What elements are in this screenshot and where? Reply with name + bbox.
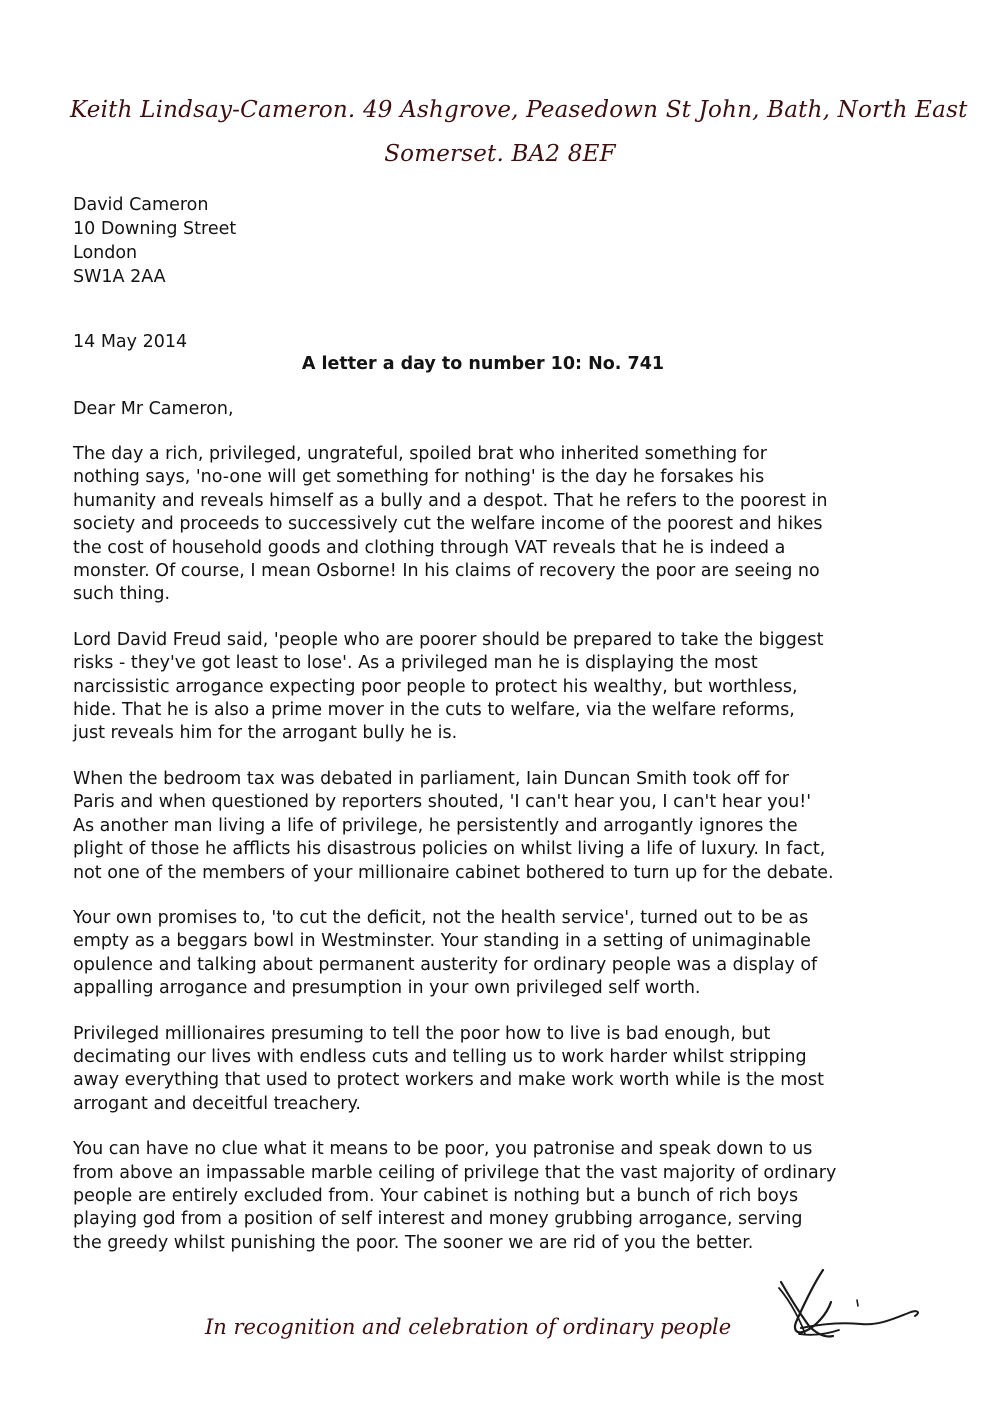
paragraph-line: society and proceeds to successively cut the welfare income of the poorest and hikes	[73, 514, 823, 535]
paragraph-line: just reveals him for the arrogant bully he is.	[73, 723, 458, 744]
paragraph-line: risks - they've got least to lose'. As a privileged man he is displaying the most	[73, 653, 758, 674]
paragraph-line: When the bedroom tax was debated in parliament, Iain Duncan Smith took off for	[73, 768, 789, 789]
paragraph-line: from above an impassable marble ceiling of privilege that the vast majority of ordinary	[73, 1162, 837, 1183]
paragraph-line: humanity and reveals himself as a bully and a despot. That he refers to the poorest in	[73, 490, 828, 511]
letter-subject: A letter a day to number 10: No. 741	[301, 354, 665, 374]
footer-motto: In recognition and celebration of ordinary people	[205, 1315, 732, 1339]
paragraph-line: opulence and talking about permanent austerity for ordinary people was a display of	[73, 954, 818, 975]
letter-date: 14 May 2014	[73, 332, 188, 352]
paragraph-line: away everything that used to protect workers and make work worth while is the most	[73, 1070, 824, 1091]
recipient-name: David Cameron	[73, 195, 209, 215]
paragraph-line: The day a rich, privileged, ungrateful, spoiled brat who inherited something for	[73, 444, 767, 464]
paragraph-line: arrogant and deceitful treachery.	[73, 1093, 361, 1114]
paragraph-line: empty as a beggars bowl in Westminster. Your standing in a setting of unimaginable	[73, 931, 811, 952]
letterhead	[70, 88, 968, 176]
paragraph-line: plight of those he afflicts his disastrous policies on whilst living a life of luxury. In fact,	[73, 839, 826, 860]
paragraph	[73, 1138, 933, 1255]
paragraph	[73, 907, 933, 1001]
paragraph	[73, 443, 933, 607]
recipient-postcode: SW1A 2AA	[73, 267, 166, 287]
paragraph-line: Your own promises to, 'to cut the deficit, not the health service', turned out to be as	[73, 907, 809, 928]
letterhead-line-1: Keith Lindsay-Cameron. 49 Ashgrove, Peasedown St John, Bath, North East	[70, 97, 968, 123]
paragraph-line: such thing.	[73, 584, 171, 605]
paragraph-line: decimating our lives with endless cuts and telling us to work harder whilst stripping	[73, 1046, 807, 1067]
paragraph-line: narcissistic arrogance expecting poor people to protect his wealthy, but worthless,	[73, 676, 798, 697]
letter-body	[73, 443, 933, 1277]
paragraph-line: Lord David Freud said, 'people who are poorer should be prepared to take the biggest	[73, 629, 824, 650]
paragraph-line: people are entirely excluded from. Your cabinet is nothing but a bunch of rich boys	[73, 1185, 799, 1206]
paragraph-line: hide. That he is also a prime mover in the cuts to welfare, via the welfare reforms,	[73, 700, 795, 721]
recipient-street: 10 Downing Street	[73, 219, 237, 239]
paragraph	[73, 629, 933, 746]
signature	[775, 1262, 925, 1352]
paragraph-line: As another man living a life of privilege, he persistently and arrogantly ignores the	[73, 815, 798, 836]
paragraph	[73, 768, 933, 885]
paragraph-line: the cost of household goods and clothing through VAT reveals that he is indeed a	[73, 537, 786, 558]
paragraph-line: Paris and when questioned by reporters shouted, 'I can't hear you, I can't hear you!'	[73, 792, 812, 813]
paragraph-line: Privileged millionaires presuming to tell the poor how to live is bad enough, but	[73, 1023, 771, 1044]
paragraph-line: not one of the members of your millionaire cabinet bothered to turn up for the debate.	[73, 862, 834, 883]
paragraph-line: appalling arrogance and presumption in your own privileged self worth.	[73, 978, 701, 999]
paragraph-line: the greedy whilst punishing the poor. The sooner we are rid of you the better.	[73, 1232, 754, 1253]
recipient-city: London	[73, 243, 138, 263]
paragraph-line: nothing says, 'no-one will get something for nothing' is the day he forsakes his	[73, 467, 765, 488]
paragraph	[73, 1023, 933, 1117]
salutation: Dear Mr Cameron,	[73, 399, 234, 419]
paragraph-line: You can have no clue what it means to be poor, you patronise and speak down to us	[73, 1139, 813, 1160]
letterhead-line-2: Somerset. BA2 8EF	[384, 141, 616, 167]
paragraph-line: monster. Of course, I mean Osborne! In his claims of recovery the poor are seeing no	[73, 561, 820, 582]
recipient-address	[73, 193, 236, 289]
paragraph-line: playing god from a position of self interest and money grubbing arrogance, serving	[73, 1209, 803, 1230]
